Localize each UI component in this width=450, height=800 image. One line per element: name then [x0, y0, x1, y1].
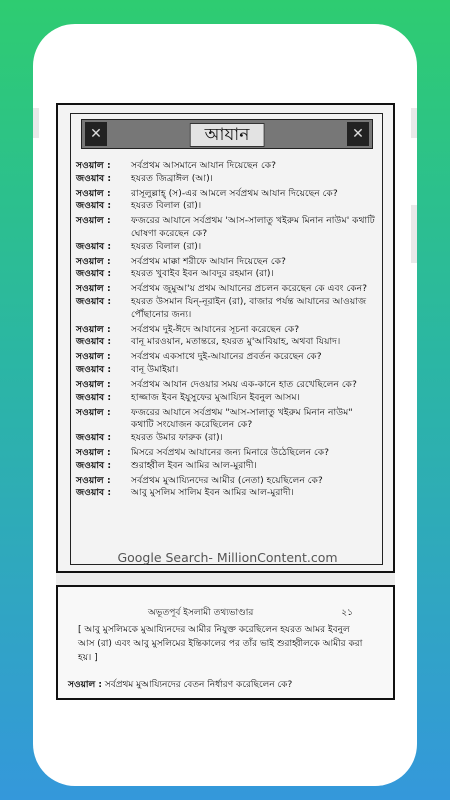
qa-row [76, 256, 376, 269]
qa-label: সওয়াল : [76, 351, 111, 363]
qa-row [76, 392, 376, 405]
qa-text: হযরত উসমান যিন্-নূরাইন (রা), বাজার পর্যন্ত আযানের আওয়াজ পৌঁছানোর জন্য। [131, 295, 367, 320]
qa-text: বানূ উমাইয়া। [131, 363, 179, 375]
qa-row [76, 460, 376, 473]
qa-row [76, 173, 376, 186]
question-text: সর্বপ্রথম মুআয্যিনদের বেতন নির্ধারণ করেছিলেন কে? [104, 680, 293, 690]
qa-text: সর্বপ্রথম মুআয্যিনদের আমীর (নেতা) হয়েছিলেন কে? [131, 474, 323, 486]
qa-row [76, 241, 376, 254]
qa-label: জওয়াব : [76, 295, 112, 307]
qa-row [76, 475, 376, 488]
book-page-image[interactable] [56, 103, 395, 700]
qa-text: সর্বপ্রথম আযান দেওয়ার সময় এক-কানে হাত রেখেছিলেন কে? [131, 379, 357, 390]
qa-text: আবু মুসলিম সালিম ইবন আমির আল-মুরাদী। [131, 487, 294, 499]
qa-row [76, 487, 376, 500]
qa-text: সর্বপ্রথম দুই-ঈদে আযানের সূচনা করেছেন কে? [131, 323, 300, 335]
qa-row [76, 336, 376, 349]
qa-row [76, 296, 376, 321]
qa-label: সওয়াল : [76, 187, 111, 199]
qa-label: জওয়াব : [76, 391, 112, 403]
qa-text: সর্বপ্রথম একসাথে দুই-আযানের প্রবর্তন করেছেন কে? [131, 351, 322, 363]
qa-label: জওয়াব : [76, 200, 112, 212]
side-button-right-lower [411, 205, 417, 263]
qa-row [76, 324, 376, 337]
qa-label: জওয়াব : [76, 268, 112, 280]
qa-row [76, 364, 376, 377]
qa-row [76, 215, 376, 240]
qa-text: বানূ মারওয়ান, মতান্তরে, হযরত মু'আবিয়াহ, অথবা যিয়াদ। [131, 336, 341, 348]
chapter-title: আযান [190, 123, 265, 147]
qa-text: রাসূলুল্লাহ্ (স)-এর আমলে সর্বপ্রথম আযান দিয়েছেন কে? [131, 187, 338, 199]
qa-label: সওয়াল : [76, 283, 111, 295]
qa-row [76, 283, 376, 296]
qa-label: জওয়াব : [76, 459, 112, 471]
qa-list [76, 160, 376, 500]
qa-label: সওয়াল : [76, 446, 111, 458]
qa-row [76, 379, 376, 392]
book-title: অভূতপূর্ব ইসলামী তথ্যভাণ্ডার [148, 608, 254, 618]
qa-label: জওয়াব : [76, 336, 112, 348]
note-text: [ আবু মুসলিমকে মুআয্যিনদের আমীর নিযুক্ত করেছিলেন হযরত আমর ইবনুল আস (রা) এবং আবু মুসলিমের ইন্তিকালের পর তাঁর ভাই শুরাহ্বীলকে আমীর করা হয়। ] [78, 625, 363, 663]
qa-label: সওয়াল : [76, 406, 111, 418]
qa-text: হযরত বিলাল (রা)। [131, 200, 202, 212]
qa-row [76, 188, 376, 201]
qa-text: ফজরের আযানে সর্বপ্রথম "আস-সালাতু খইরুম মিনান নাউম" কথাটি সংযোজন করেছিলেন কে? [131, 406, 353, 431]
qa-label: সওয়াল : [76, 255, 111, 267]
qa-text: হযরত জিব্রাঈল (আ)। [131, 172, 213, 184]
watermark: Google Search- MillionContent.com [117, 550, 338, 565]
qa-label: জওয়াব : [76, 172, 112, 184]
qa-label: সওয়াল : [76, 323, 111, 335]
qa-row [76, 200, 376, 213]
page-number: ২১ [341, 608, 353, 618]
chapter-header [81, 119, 373, 149]
qa-text: হযরত উমার ফারুক (রা)। [131, 431, 223, 443]
qa-label: সওয়াল : [76, 474, 111, 486]
qa-label: জওয়াব : [76, 240, 112, 252]
qa-label: জওয়াব : [76, 431, 112, 443]
qa-text: হাজ্জাজ ইবন ইযুসুফের মুআয্যিন ইবনুল আসম। [131, 391, 300, 403]
qa-row [76, 160, 376, 173]
qa-text: সর্বপ্রথম মাক্কা শরীফে আযান দিয়েছেন কে? [131, 255, 286, 267]
qa-text: হযরত বিলাল (রা)। [131, 240, 202, 252]
qa-text: শুরাহ্বীল ইবন আমির আল-মুরাদী। [131, 459, 257, 471]
next-page-sheet [56, 585, 395, 700]
qa-label: জওয়াব : [76, 363, 112, 375]
ornament-icon: ✕ [347, 122, 369, 146]
qa-row [76, 447, 376, 460]
side-button-left [33, 108, 39, 138]
qa-row [76, 268, 376, 281]
page-sheet [56, 103, 395, 573]
ornament-icon: ✕ [85, 122, 107, 146]
side-button-right [411, 108, 417, 138]
qa-row [76, 407, 376, 432]
next-question [68, 677, 388, 692]
qa-row [76, 351, 376, 364]
qa-label: সওয়াল : [76, 379, 111, 390]
qa-label: জওয়াব : [76, 487, 112, 499]
qa-text: মিসরে সর্বপ্রথম আযানের জন্য মিনারে উঠেছিলেন কে? [131, 446, 330, 458]
question-label: সওয়াল : [68, 680, 102, 690]
qa-label: সওয়াল : [76, 215, 111, 227]
qa-text: হযরত খুবাইব ইবন আবদুর রহমান (রা)। [131, 268, 274, 280]
qa-row [76, 432, 376, 445]
qa-text: সর্বপ্রথম আসমানে আযান দিয়েছেন কে? [131, 160, 276, 171]
qa-text: সর্বপ্রথম জুমুআ'য় প্রথম আযানের প্রচলন করেছেন কে এবং কেন? [131, 283, 368, 295]
qa-text: ফজরের আযানে সর্বপ্রথম 'আস-সালাতু খইরুম মিনান নাউম' কথাটি ঘোষণা করেছেন কে? [131, 215, 375, 239]
qa-label: সওয়াল : [76, 160, 111, 171]
